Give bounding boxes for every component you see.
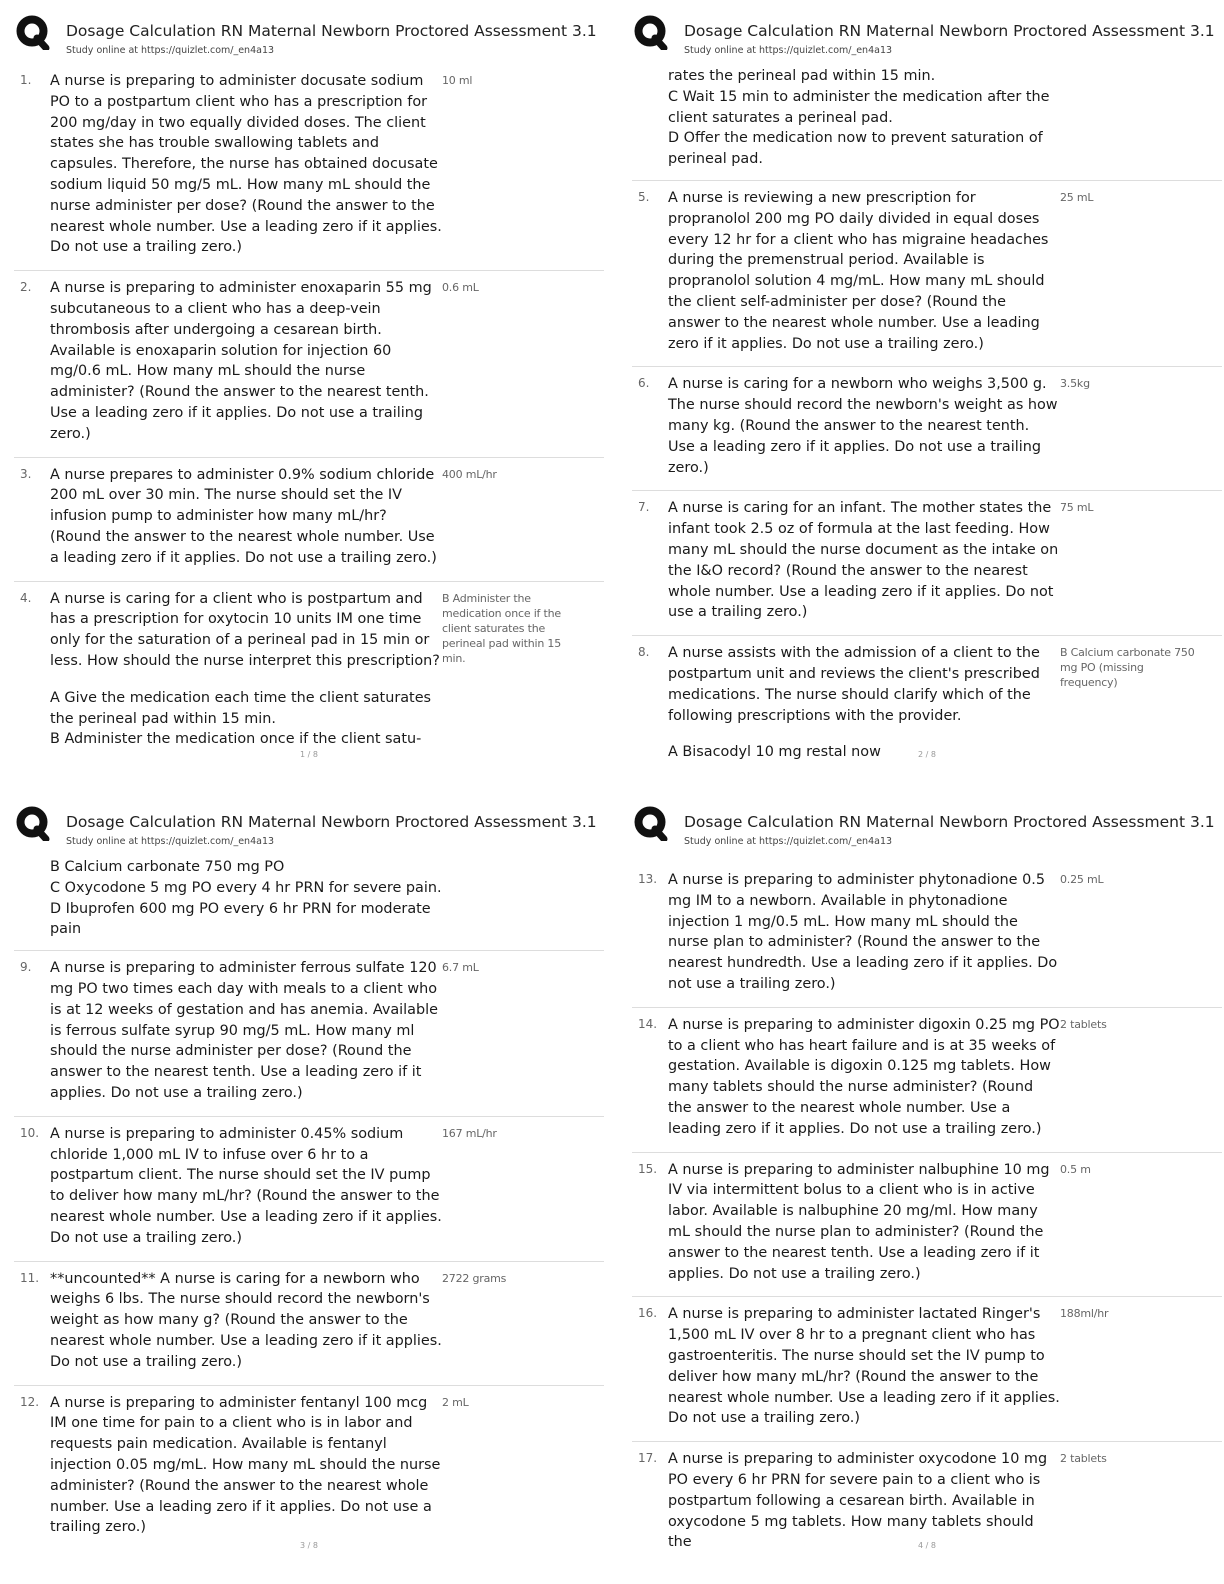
question-card — [632, 181, 1222, 367]
answer-text: 6.7 mL — [442, 961, 479, 975]
question-card — [632, 1008, 1222, 1153]
option-d: D Offer the medication now to prevent saturation of perineal pad. — [668, 130, 1043, 168]
question-card — [14, 1386, 604, 1551]
question-text: **uncounted** A nurse is caring for a newborn who weighs 6 lbs. The nurse should record the newborn's weight as how many g? (Round the answer to the nearest whole number. Use a leading zero if it applies. Do not use a trailing zero.) — [50, 1270, 442, 1370]
question-text: A nurse prepares to administer 0.9% sodium chloride 200 mL over 30 min. The nurse should set the IV infusion pump to administer how many mL/hr? (Round the answer to the nearest whole number. Use a leading zero if it applies. Do not use a trailing zero.) — [50, 466, 437, 566]
question-number: 15. — [638, 1161, 658, 1176]
study-link[interactable]: Study online at https://quizlet.com/_en4a13 — [684, 45, 893, 56]
question-number: 9. — [20, 960, 32, 975]
page-header — [632, 801, 1222, 845]
study-link[interactable]: Study online at https://quizlet.com/_en4a13 — [66, 836, 275, 847]
question-card — [632, 863, 1222, 1008]
question-card — [632, 1297, 1222, 1442]
question-text: A nurse is preparing to administer fentanyl 100 mcg IM one time for pain to a client who is in labor and requests pain medication. Available is fentanyl injection 0.05 mg/mL. How many mL should the nurse administer? (Round the answer to the nearest whole number. Use a leading zero if it applies. Do not use a trailing zero.) — [50, 1394, 441, 1536]
question-number: 2. — [20, 280, 32, 295]
answer-text: 3.5kg — [1060, 377, 1090, 391]
question-text: A nurse is caring for an infant. The mother states the infant took 2.5 oz of formula at the last feeding. How many mL should the nurse document as the intake on the I&O record? (Round the answer to the nearest whole number. Use a leading zero if it applies. Do not use a trailing zero.) — [668, 500, 1059, 621]
page-header — [14, 10, 604, 54]
question-card — [632, 367, 1222, 491]
question-text: A nurse is preparing to administer 0.45% sodium chloride 1,000 mL IV to infuse over 6 hr to a postpartum client. The nurse should set the IV pump to deliver how many mL/hr? (Round the answer to the nearest whole number. Use a leading zero if it applies. Do not use a trailing zero.) — [50, 1125, 442, 1246]
page-number: 1 / 8 — [300, 750, 318, 759]
page-number: 4 / 8 — [918, 1541, 936, 1550]
page-1 — [14, 10, 604, 785]
question-card — [14, 582, 604, 763]
quizlet-logo-icon — [634, 805, 668, 841]
question-text: A nurse is preparing to administer lactated Ringer's 1,500 mL IV over 8 hr to a pregnant client who has gastroenteritis. The nurse should set the IV pump to deliver how many mL/hr? (Round the answer to the nearest whole number. Use a leading zero if it applies. Do not use a trailing zero.) — [668, 1306, 1060, 1427]
answer-text: 0.5 m — [1060, 1162, 1091, 1176]
question-card — [14, 64, 604, 271]
quizlet-logo-icon — [16, 14, 50, 50]
option-c: C Oxycodone 5 mg PO every 4 hr PRN for severe pain. — [50, 879, 442, 896]
page-2 — [632, 10, 1222, 785]
question-text: A nurse is preparing to administer phytonadione 0.5 mg IM to a newborn. Available in phytonadione injection 1 mg/0.5 mL. How many mL should the nurse plan to administer? (Round the answer to the nearest hundredth. Use a leading zero if it applies. Do not use a trailing zero.) — [668, 872, 1058, 992]
question-text: A nurse is caring for a newborn who weighs 3,500 g. The nurse should record the newborn's weight as how many kg. (Round the answer to the nearest tenth. Use a leading zero if it applies. Do not use a trailing zero.) — [668, 376, 1058, 476]
answer-text: 75 mL — [1060, 501, 1094, 515]
answer-text: 2 tablets — [1060, 1017, 1107, 1031]
question-number: 14. — [638, 1016, 658, 1031]
question-number: 3. — [20, 466, 32, 481]
doc-title: Dosage Calculation RN Maternal Newborn Proctored Assessment 3.1 — [684, 22, 1215, 40]
option-a: A Bisacodyl 10 mg restal now — [668, 744, 881, 761]
question-text: A nurse is preparing to administer nalbuphine 10 mg IV via intermittent bolus to a client who is in active labor. Available is nalbuphine 20 mg/ml. How many mL should the nurse plan to administer? (Round the answer to the nearest tenth. Use a leading zero if it applies. Do not use a trailing zero.) — [668, 1161, 1050, 1282]
question-number: 7. — [638, 500, 650, 515]
answer-text: 188ml/hr — [1060, 1307, 1109, 1321]
answer-text: B Administer the medication once if the client saturates the perineal pad within 15 min. — [442, 591, 562, 665]
answer-text: 167 mL/hr — [442, 1126, 497, 1140]
question-text: A nurse is preparing to administer ferrous sulfate 120 mg PO two times each day with meals to a client who is at 12 weeks of gestation and has anemia. Available is ferrous sulfate syrup 90 mg/5 mL. How many ml should the nurse administer per dose? (Round the answer to the nearest tenth. Use a leading zero if it applies. Do not use a trailing zero.) — [50, 960, 438, 1101]
question-text: A nurse is reviewing a new prescription for propranolol 200 mg PO daily divided in equal doses every 12 hr for a client who has migraine headaches during the premenstrual period. Available is propranolol solution 4 mg/mL. How many mL should the client self-administer per dose? (Round the answer to the nearest whole number. Use a leading zero if it applies. Do not use a trailing zero.) — [668, 189, 1049, 352]
doc-title: Dosage Calculation RN Maternal Newborn Proctored Assessment 3.1 — [66, 813, 597, 831]
question-card — [14, 271, 604, 457]
option-b-continued: rates the perineal pad within 15 min. — [668, 68, 936, 84]
doc-title: Dosage Calculation RN Maternal Newborn Proctored Assessment 3.1 — [684, 813, 1215, 831]
question-card — [14, 1117, 604, 1262]
question-text: A nurse is caring for a client who is postpartum and has a prescription for oxytocin 10 units IM one time only for the saturation of a perineal pad in 15 min or less. How should the nurse interpret this prescription? — [50, 590, 440, 669]
question-card — [14, 458, 604, 582]
quizlet-logo-icon — [634, 14, 668, 50]
question-number: 12. — [20, 1394, 40, 1409]
page-header — [14, 801, 604, 845]
answer-text: 0.6 mL — [442, 281, 479, 295]
answer-text: 10 ml — [442, 74, 473, 87]
study-link[interactable]: Study online at https://quizlet.com/_en4a13 — [66, 45, 275, 56]
option-c: C Wait 15 min to administer the medication after the client saturates a perineal pad. — [668, 88, 1050, 126]
question-number: 10. — [20, 1125, 40, 1140]
quizlet-logo-icon — [16, 805, 50, 841]
page-number: 2 / 8 — [918, 750, 936, 759]
question-number: 4. — [20, 590, 32, 605]
answer-text: 2 tablets — [1060, 1452, 1107, 1466]
question-number: 17. — [638, 1451, 658, 1466]
question-number: 16. — [638, 1306, 658, 1321]
page-4 — [632, 801, 1222, 1576]
option-b: B Calcium carbonate 750 mg PO — [50, 859, 285, 875]
answer-text: 2722 grams — [442, 1271, 507, 1285]
answer-text: 25 mL — [1060, 190, 1094, 204]
page-number: 3 / 8 — [300, 1541, 318, 1550]
question-text: A nurse is preparing to administer docusate sodium PO to a postpartum client who has a prescription for 200 mg/day in two equally divided doses. The client states she has trouble swallowing tablets and capsules. Therefore, the nurse has obtained docusate sodium liquid 50 mg/5 mL. How many mL should the nurse administer per dose? (Round the answer to the nearest whole number. Use a leading zero if it applies. Do not use a trailing zero.) — [50, 73, 442, 256]
question-text: A nurse is preparing to administer digoxin 0.25 mg PO to a client who has heart failure and is at 35 weeks of gestation. Available is digoxin 0.125 mg tablets. How many tablets should the nurse administer? (Round the answer to the nearest whole number. Use a leading zero if it applies. Do not use a trailing zero.) — [668, 1016, 1060, 1137]
question-text: A nurse is preparing to administer oxycodone 10 mg PO every 6 hr PRN for severe pain to a client who is postpartum following a cesarean birth. Available in oxycodone 5 mg tablets. How many tablets should the — [668, 1451, 1048, 1551]
answer-text: B Calcium carbonate 750 mg PO (missing frequency) — [1060, 646, 1195, 690]
option-a: A Give the medication each time the client saturates the perineal pad within 15 min. — [50, 689, 432, 727]
option-b: B Administer the medication once if the client satu- — [50, 731, 422, 748]
question-number: 1. — [20, 73, 32, 87]
answer-text: 400 mL/hr — [442, 467, 497, 481]
question-card — [14, 951, 604, 1117]
question-card — [632, 491, 1222, 636]
question-card — [14, 1262, 604, 1386]
answer-text: 0.25 mL — [1060, 873, 1104, 886]
page-3 — [14, 801, 604, 1576]
page-header — [632, 10, 1222, 54]
answer-text: 2 mL — [442, 1395, 469, 1409]
option-d: D Ibuprofen 600 mg PO every 6 hr PRN for moderate pain — [50, 900, 431, 938]
question-number: 11. — [20, 1270, 40, 1285]
question-number: 8. — [638, 645, 650, 660]
question-number: 13. — [638, 872, 658, 886]
question-text: A nurse is preparing to administer enoxaparin 55 mg subcutaneous to a client who has a deep-vein thrombosis after undergoing a cesarean birth. Available is enoxaparin solution for injection 60 mg/0.6 mL. How many mL should the nurse administer? (Round the answer to the nearest tenth. Use a leading zero if it applies. Do not use a trailing zero.) — [50, 280, 432, 442]
question-text: A nurse assists with the admission of a client to the postpartum unit and reviews the client's prescribed medications. The nurse should clarify which of the following prescriptions with the provider. — [668, 645, 1040, 724]
doc-title: Dosage Calculation RN Maternal Newborn Proctored Assessment 3.1 — [66, 22, 597, 40]
study-link[interactable]: Study online at https://quizlet.com/_en4a13 — [684, 836, 893, 847]
question-number: 6. — [638, 376, 650, 391]
question-number: 5. — [638, 189, 650, 204]
question-card — [632, 1153, 1222, 1298]
